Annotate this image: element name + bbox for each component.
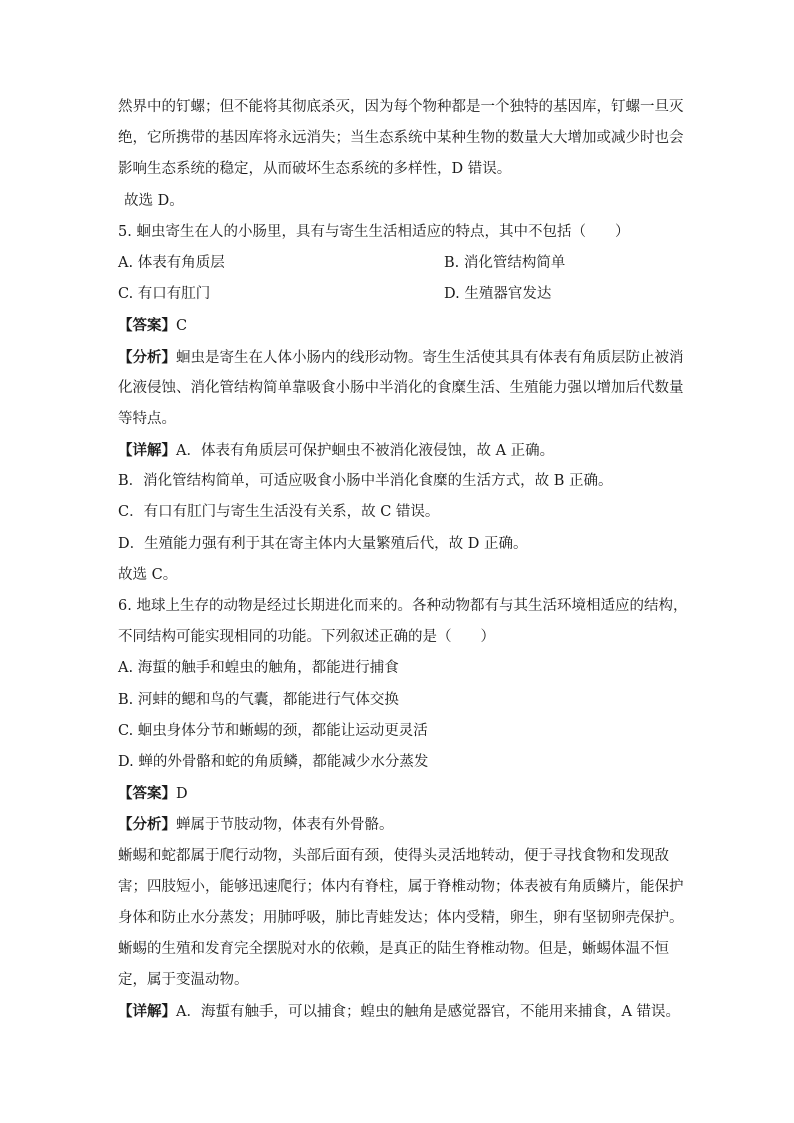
question-5-analysis [118, 342, 684, 373]
question-6-stem-cont: 不同结构可能实现相同的功能。下列叙述正确的是（ ） [118, 629, 495, 646]
question-5-options-row-1 [118, 248, 678, 279]
detail-label: 【详解】 [118, 442, 176, 460]
detail-text: A．体表有角质层可保护蛔虫不被消化液侵蚀，故 A 正确。 [176, 443, 555, 460]
detail-label: 【详解】 [118, 1003, 176, 1021]
paragraph-line: 然界中的钉螺；但不能将其彻底杀灭，因为每个物种都是一个独特的基因库，钉螺一旦灭 [118, 99, 684, 115]
analysis-line: 蜥蜴和蛇都属于爬行动物，头部后面有颈，使得头灵活地转动，便于寻找食物和发现敌 [118, 847, 669, 864]
analysis-text: 蛔虫是寄生在人体小肠内的线形动物。寄生生活使其具有体表有角质层防止被消 [176, 349, 684, 366]
option-d: D. 蝉的外骨骼和蛇的角质鳞，都能减少水分蒸发 [118, 753, 429, 770]
paragraph-line: 绝，它所携带的基因库将永远消失；当生态系统中某种生物的数量大大增加或减少时也会 [118, 130, 684, 147]
detail-text: A．海蜇有触手，可以捕食；蝗虫的触角是感觉器官，不能用来捕食，A 错误。 [176, 1004, 681, 1021]
answer-label: 【答案】 [118, 785, 176, 803]
question-6-answer [118, 778, 678, 809]
analysis-line: 害；四肢短小，能够迅速爬行；体内有脊柱，属于脊椎动物；体表被有角质鳞片，能保护 [118, 878, 684, 895]
detail-line: B．消化管结构简单，可适应吸食小肠中半消化食糜的生活方式，故 B 正确。 [118, 473, 613, 490]
analysis-label: 【分析】 [118, 816, 176, 834]
option-c: C. 蛔虫身体分节和蜥蜴的颈，都能让运动更灵活 [118, 722, 428, 739]
question-6-analysis [118, 809, 678, 840]
option-b: B. 消化管结构简单 [444, 254, 566, 271]
option-c: C. 有口有肛门 [118, 286, 211, 303]
question-5-answer [118, 310, 678, 341]
question-6-detail [118, 996, 681, 1027]
question-5-detail [118, 435, 678, 466]
analysis-text: 蝉属于节肢动物，体表有外骨骼。 [176, 817, 394, 834]
conclusion-line: 故选 C。 [118, 566, 178, 583]
analysis-line: 等特点。 [118, 410, 176, 427]
question-6-stem: 6. 地球上生存的动物是经过长期进化而来的。各种动物都有与其生活环境相适应的结构， [118, 598, 688, 614]
option-b: B. 河蚌的鳃和鸟的气囊，都能进行气体交换 [118, 691, 399, 708]
answer-value: C [176, 318, 188, 335]
analysis-line: 化液侵蚀、消化管结构简单靠吸食小肠中半消化的食糜生活、生殖能力强以增加后代数量 [118, 379, 684, 396]
paragraph-line: 影响生态系统的稳定，从而破坏生态系统的多样性，D 错误。 [118, 161, 512, 178]
detail-line: C．有口有肛门与寄生生活没有关系，故 C 错误。 [118, 504, 440, 521]
question-5-options-row-2 [118, 279, 678, 310]
analysis-line: 蜥蜴的生殖和发育完全摆脱对水的依赖，是真正的陆生脊椎动物。但是，蜥蜴体温不恒 [118, 941, 669, 958]
answer-label: 【答案】 [118, 317, 176, 335]
option-a: A. 体表有角质层 [118, 254, 225, 271]
option-d: D. 生殖器官发达 [444, 286, 552, 303]
document-page [118, 92, 688, 1028]
conclusion-line: 故选 D。 [124, 192, 184, 209]
detail-line: D．生殖能力强有利于其在寄主体内大量繁殖后代，故 D 正确。 [118, 535, 528, 552]
answer-value: D [176, 786, 188, 803]
analysis-line: 定，属于变温动物。 [118, 972, 249, 989]
analysis-line: 身体和防止水分蒸发；用肺呼吸，肺比青蛙发达；体内受精，卵生，卵有坚韧卵壳保护。 [118, 909, 684, 926]
question-5-stem: 5. 蛔虫寄生在人的小肠里，具有与寄生生活相适应的特点，其中不包括（ ） [118, 223, 630, 240]
analysis-label: 【分析】 [118, 348, 176, 366]
option-a: A. 海蜇的触手和蝗虫的触角，都能进行捕食 [118, 660, 399, 677]
